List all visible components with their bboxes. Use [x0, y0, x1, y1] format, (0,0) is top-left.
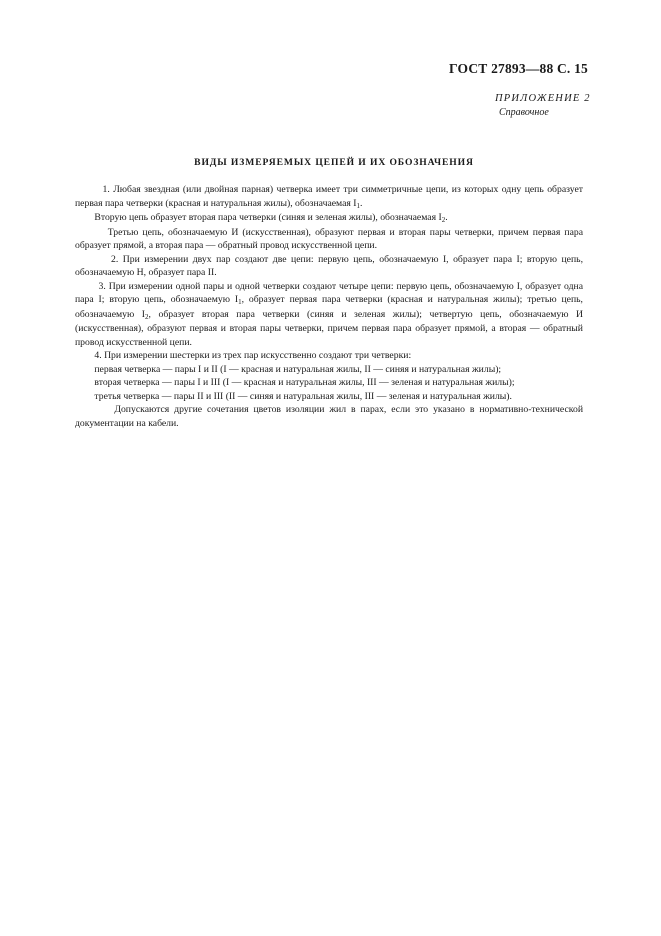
paragraph-3-end: , образует вторая пара четверки (синяя и зеленая жилы); четвертую цепь, обозначаемую И (искусственная), образуют первая и вторая пары четверки, причем первая пара образует прямой, а вторая — обратный провод искусственной цепи.: [75, 308, 584, 348]
paragraph-2-text: 2. При измерении двух пар создают две цепи: первую цепь, обозначаемую I, образует пара I; вторую цепь, обозначаемую Н, образует пара II.: [75, 253, 583, 278]
paragraph-1b: [75, 211, 583, 226]
paragraph-4-line-2: [75, 376, 583, 390]
paragraph-3: [75, 280, 583, 350]
paragraph-4: [75, 349, 583, 363]
section-title: ВИДЫ ИЗМЕРЯЕМЫХ ЦЕПЕЙ И ИХ ОБОЗНАЧЕНИЯ: [194, 157, 474, 168]
document-body: [75, 183, 583, 430]
paragraph-1-text: 1. Любая звездная (или двойная парная) четверка имеет три симметричные цепи, из которых одну цепь образует первая пара четверки (красная и натуральная жилы), обозначаемая I: [75, 184, 584, 209]
paragraph-5: [75, 403, 583, 430]
paragraph-4-line-2-text: вторая четверка — пары I и III (I — красная и натуральная жилы, III — зеленая и натуральная жилы);: [94, 377, 515, 388]
paragraph-4-line-1: [75, 363, 583, 377]
appendix-label: ПРИЛОЖЕНИЕ 2: [495, 93, 591, 104]
page-header-standard: ГОСТ 27893—88 С. 15: [449, 61, 588, 76]
paragraph-4-line-3: [75, 390, 583, 404]
paragraph-1-end: .: [360, 197, 363, 209]
paragraph-1c: [75, 226, 583, 253]
paragraph-1b-subscript: 2: [441, 216, 446, 224]
paragraph-3-mid: , образует первая пара четверки (красная и натуральная жилы); третью цепь, обозначаемую I: [75, 294, 583, 320]
paragraph-1b-text: Вторую цепь образует вторая пара четверки (синяя и зеленая жилы), обозначаемая I: [94, 212, 442, 223]
paragraph-5-text: Допускаются другие сочетания цветов изоляции жил в парах, если это указано в нормативно-технической документации на кабели.: [75, 404, 584, 429]
paragraph-4-text: 4. При измерении шестерки из трех пар искусственно создают три четверки:: [94, 350, 412, 361]
paragraph-3-subscript-1: 1: [238, 298, 242, 306]
paragraph-1c-text: Третью цепь, обозначаемую И (искусственная), образуют первая и вторая пары четверки, причем первая пара образует прямой, а вторая пара — обратный провод искусственной цепи.: [75, 226, 584, 251]
appendix-type: Справочное: [499, 107, 549, 118]
paragraph-4-line-3-text: третья четверка — пары II и III (II — синяя и натуральная жилы, III — зеленая и натуральная жилы).: [94, 390, 512, 402]
paragraph-1b-end: .: [445, 212, 448, 223]
paragraph-3-subscript-2: 2: [145, 312, 149, 321]
paragraph-1-subscript: 1: [356, 201, 361, 210]
paragraph-2: [75, 253, 583, 280]
paragraph-3-start: 3. При измерении одной пары и одной четверки создают четыре цепи: первую цепь, обозначаемую I, образует одна пара I; вторую цепь, обозначаемую I: [75, 280, 583, 305]
paragraph-1: [75, 183, 583, 211]
paragraph-4-line-1-text: первая четверка — пары I и II (I — красная и натуральная жилы, II — синяя и натуральная жилы);: [94, 363, 502, 375]
